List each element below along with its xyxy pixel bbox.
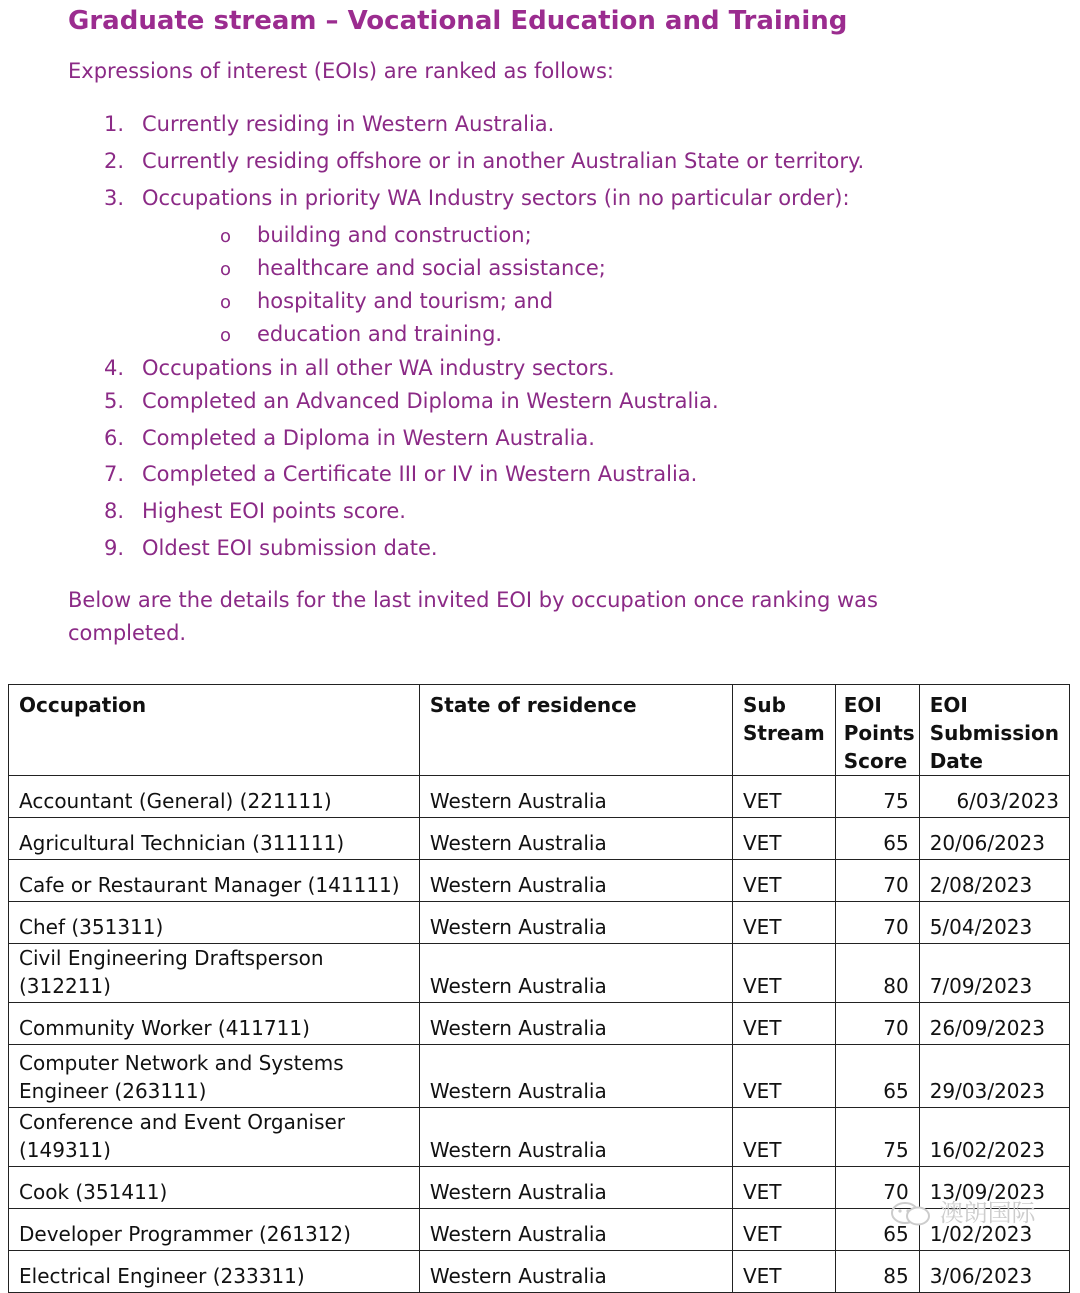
ranking-text: Oldest EOI submission date. (142, 536, 438, 560)
header-sub-stream-line: Sub (742, 693, 786, 717)
cell-sub-stream: VET (732, 818, 835, 860)
cell-sub-stream: VET (732, 1108, 835, 1167)
cell-sub-stream: VET (732, 1209, 835, 1251)
cell-score: 85 (835, 1251, 919, 1293)
header-sub-stream (732, 685, 835, 776)
cell-sub-stream: VET (732, 860, 835, 902)
sector-item (220, 256, 606, 280)
table-row (9, 1003, 1070, 1045)
table-intro-text: Below are the details for the last invited EOI by occupation once ranking was completed. (68, 588, 878, 645)
bullet-icon: o (220, 325, 232, 346)
ranking-number: 6. (104, 426, 125, 450)
cell-sub-stream: VET (732, 944, 835, 1003)
sector-text: building and construction; (257, 223, 532, 247)
table-row (9, 1045, 1070, 1108)
cell-date: 5/04/2023 (919, 902, 1069, 944)
cell-sub-stream: VET (732, 1251, 835, 1293)
cell-occupation: Electrical Engineer (233311) (9, 1251, 420, 1293)
cell-state: Western Australia (419, 1251, 732, 1293)
cell-state: Western Australia (419, 1108, 732, 1167)
header-points-line: Score (843, 749, 908, 773)
cell-occupation: Civil Engineering Draftsperson (312211) (9, 944, 420, 1003)
intro-text: Expressions of interest (EOIs) are ranked as follows: (68, 59, 614, 83)
cell-score: 70 (835, 1167, 919, 1209)
bullet-icon: o (220, 259, 232, 280)
ranking-text: Occupations in all other WA industry sectors. (142, 356, 615, 380)
cell-date: 3/06/2023 (919, 1251, 1069, 1293)
cell-occupation: Conference and Event Organiser (149311) (9, 1108, 420, 1167)
bullet-icon: o (220, 226, 232, 247)
sector-item (220, 289, 553, 313)
ranking-number: 9. (104, 536, 125, 560)
cell-date: 16/02/2023 (919, 1108, 1069, 1167)
cell-state: Western Australia (419, 902, 732, 944)
cell-state: Western Australia (419, 1209, 732, 1251)
cell-sub-stream: VET (732, 1045, 835, 1108)
header-points (835, 685, 919, 776)
cell-score: 80 (835, 944, 919, 1003)
cell-state: Western Australia (419, 1003, 732, 1045)
bullet-icon: o (220, 292, 232, 313)
ranking-number: 5. (104, 389, 125, 413)
sector-item (220, 223, 532, 247)
cell-occupation: Developer Programmer (261312) (9, 1209, 420, 1251)
cell-date: 26/09/2023 (919, 1003, 1069, 1045)
sector-text: healthcare and social assistance; (257, 256, 606, 280)
cell-score: 65 (835, 818, 919, 860)
cell-state: Western Australia (419, 776, 732, 818)
ranking-item (104, 462, 697, 486)
header-sub-stream-line: Stream (742, 721, 825, 745)
ranking-text: Occupations in priority WA Industry sectors (in no particular order): (142, 186, 850, 210)
ranking-item (104, 389, 719, 413)
table-row (9, 860, 1070, 902)
cell-state: Western Australia (419, 860, 732, 902)
ranking-item (104, 536, 438, 560)
header-points-line: Points (843, 721, 915, 745)
ranking-number: 7. (104, 462, 125, 486)
ranking-item (104, 186, 850, 210)
cell-score: 75 (835, 1108, 919, 1167)
ranking-text: Currently residing offshore or in another Australian State or territory. (142, 149, 865, 173)
cell-occupation: Community Worker (411711) (9, 1003, 420, 1045)
watermark (890, 1193, 1036, 1228)
cell-score: 70 (835, 902, 919, 944)
ranking-item (104, 426, 595, 450)
cell-sub-stream: VET (732, 902, 835, 944)
sector-item (220, 322, 502, 346)
header-state: State of residence (419, 685, 732, 776)
cell-sub-stream: VET (732, 1167, 835, 1209)
ranking-item (104, 149, 864, 173)
ranking-text: Completed an Advanced Diploma in Western Australia. (142, 389, 719, 413)
cell-occupation: Computer Network and Systems Engineer (263111) (9, 1045, 420, 1108)
cell-date: 20/06/2023 (919, 818, 1069, 860)
sector-text: education and training. (257, 322, 503, 346)
cell-state: Western Australia (419, 1167, 732, 1209)
cell-occupation: Agricultural Technician (311111) (9, 818, 420, 860)
cell-date: 2/08/2023 (919, 860, 1069, 902)
header-points-line: EOI (843, 693, 882, 717)
cell-score: 65 (835, 1045, 919, 1108)
chat-bubbles-icon (890, 1201, 932, 1227)
sector-text: hospitality and tourism; and (257, 289, 554, 313)
cell-date: 6/03/2023 (919, 776, 1069, 818)
header-date-line: Date (929, 749, 983, 773)
ranking-text: Highest EOI points score. (142, 499, 406, 523)
page-heading: Graduate stream – Vocational Education and Training (68, 6, 848, 36)
cell-occupation: Cafe or Restaurant Manager (141111) (9, 860, 420, 902)
table-row (9, 1108, 1070, 1167)
table-header-row (9, 685, 1070, 776)
cell-sub-stream: VET (732, 1003, 835, 1045)
ranking-item (104, 499, 406, 523)
ranking-text: Currently residing in Western Australia. (142, 112, 555, 136)
ranking-number: 4. (104, 356, 125, 380)
cell-score: 75 (835, 776, 919, 818)
header-date-line: EOI (929, 693, 968, 717)
ranking-number: 2. (104, 149, 125, 173)
ranking-item (104, 356, 615, 380)
ranking-number: 8. (104, 499, 125, 523)
ranking-item (104, 112, 554, 136)
ranking-text: Completed a Diploma in Western Australia. (142, 426, 595, 450)
cell-score: 65 (835, 1209, 919, 1251)
cell-date: 1/02/2023 (919, 1209, 1069, 1251)
table-row (9, 1251, 1070, 1293)
cell-date: 13/09/2023 (919, 1167, 1069, 1209)
cell-occupation: Accountant (General) (221111) (9, 776, 420, 818)
cell-state: Western Australia (419, 944, 732, 1003)
cell-score: 70 (835, 1003, 919, 1045)
cell-occupation: Chef (351311) (9, 902, 420, 944)
table-row (9, 818, 1070, 860)
table-row (9, 902, 1070, 944)
header-date-line: Submission (929, 721, 1059, 745)
watermark-text: 澳朗国际 (939, 1199, 1036, 1227)
cell-date: 29/03/2023 (919, 1045, 1069, 1108)
cell-state: Western Australia (419, 818, 732, 860)
ranking-text: Completed a Certificate III or IV in Western Australia. (142, 462, 698, 486)
cell-occupation: Cook (351411) (9, 1167, 420, 1209)
ranking-number: 3. (104, 186, 125, 210)
table-row (9, 944, 1070, 1003)
cell-date: 7/09/2023 (919, 944, 1069, 1003)
ranking-number: 1. (104, 112, 125, 136)
cell-sub-stream: VET (732, 776, 835, 818)
cell-score: 70 (835, 860, 919, 902)
header-occupation: Occupation (9, 685, 420, 776)
cell-state: Western Australia (419, 1045, 732, 1108)
table-row (9, 776, 1070, 818)
header-date (919, 685, 1069, 776)
